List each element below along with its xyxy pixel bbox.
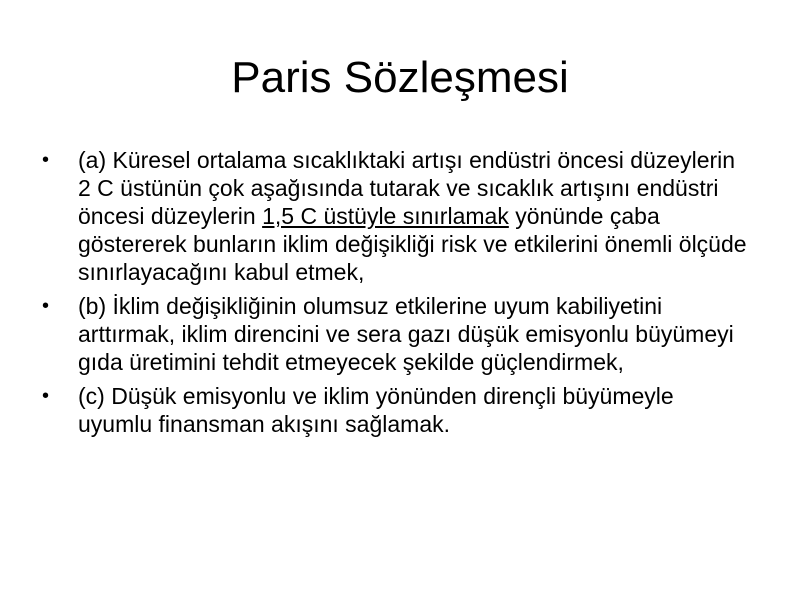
slide-title: Paris Sözleşmesi xyxy=(231,53,569,102)
bullet-icon: • xyxy=(42,149,50,171)
bullet-item-c xyxy=(40,382,750,438)
bullet-item-b xyxy=(40,292,750,376)
bullet-a-underlined-text: 1,5 C üstüyle sınırlamak xyxy=(262,203,509,229)
bullet-a-text-end: yönünde çaba göstererek bunların iklim değişikliği risk ve etkilerini önemli ölçüde sınırlayacağını kabul etmek, xyxy=(78,203,747,285)
bullet-b-text: (b) İklim değişikliğinin olumsuz etkilerine uyum kabiliyetini arttırmak, iklim direncini ve sera gazı düşük emisyonlu büyümeyi gıda üretimini tehdit etmeyecek şekilde güçlendirmek, xyxy=(78,293,734,375)
bullet-list xyxy=(40,146,750,444)
bullet-item-a xyxy=(40,146,750,286)
bullet-icon: • xyxy=(42,385,50,407)
bullet-icon: • xyxy=(42,295,50,317)
bullet-c-text: (c) Düşük emisyonlu ve iklim yönünden dirençli büyümeyle uyumlu finansman akışını sağlamak. xyxy=(78,383,674,437)
bullet-a-text-start: (a) Küresel ortalama sıcaklıktaki artışı endüstri öncesi düzeylerin 2 C üstünün çok aşağısında tutarak ve sıcaklık artışını endüstri öncesi düzeylerin xyxy=(78,147,736,229)
